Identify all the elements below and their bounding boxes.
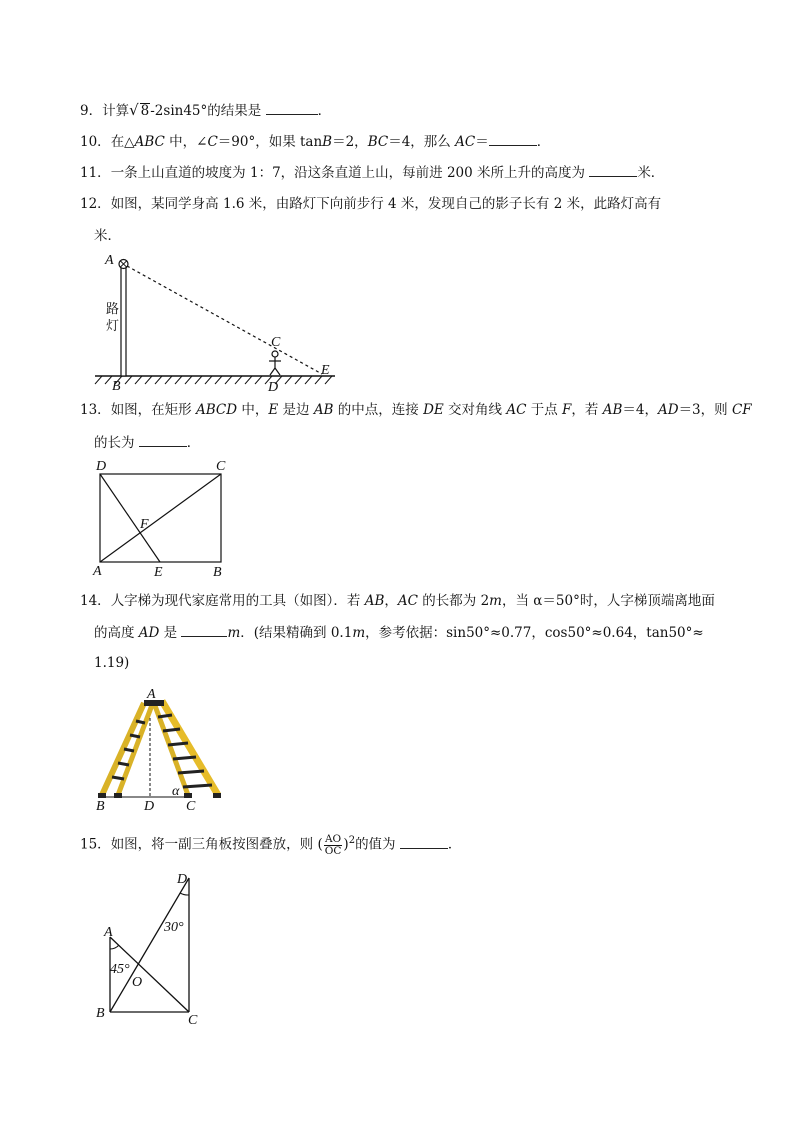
label-alpha: α: [172, 784, 180, 799]
ladder-figure: [92, 683, 242, 815]
label-D: D: [144, 799, 155, 814]
segment-BD: [110, 878, 189, 1012]
light-ray: [127, 266, 322, 374]
label-E: E: [154, 565, 163, 580]
q9-number: 9．: [80, 103, 103, 119]
left-ladder: [102, 703, 152, 795]
question-10: 10．在△ABC 中，∠C＝90°，如果 tanB＝2，BC＝4，那么 AC＝ ．: [80, 131, 550, 152]
question-9: 9．计算√ 8-2sin45°的结果是 ．: [80, 101, 332, 119]
label-C: C: [188, 1013, 198, 1028]
question-14-line3: 1.19): [94, 655, 130, 671]
label-A: A: [104, 925, 113, 940]
q11-answer-blank[interactable]: [589, 162, 637, 177]
label-D: D: [177, 872, 188, 887]
label-C: C: [271, 335, 281, 350]
angle-45-label: 45°: [110, 962, 130, 977]
lamp-label-2: 灯: [106, 319, 120, 334]
q14-answer-blank[interactable]: [181, 622, 227, 637]
label-B: B: [112, 379, 121, 392]
person-icon: [269, 351, 281, 375]
streetlight-figure: [90, 250, 340, 392]
label-A: A: [93, 564, 102, 579]
angle-30-label: 30°: [164, 920, 184, 935]
label-B: B: [213, 565, 222, 580]
rectangle-figure: [88, 456, 238, 584]
q9-text-b: -2sin45°的结果是: [150, 103, 262, 119]
q10-answer-blank[interactable]: [489, 131, 537, 146]
right-ladder: [154, 701, 218, 795]
question-12: 12．如图，某同学身高 1.6 米，由路灯下向前步行 4 米，发现自己的影子长有 2 米，此路灯高有: [80, 196, 662, 212]
label-A: A: [147, 687, 156, 702]
question-13: 13．如图，在矩形 ABCD 中，E 是边 AB 的中点，连接 DE 交对角线 AC 于点 F，若 AB＝4，AD＝3，则 CF: [80, 402, 752, 418]
q15-answer-blank[interactable]: [400, 834, 448, 849]
lamp-pole: [121, 266, 126, 376]
q13-answer-blank[interactable]: [139, 432, 187, 447]
q9-answer-blank[interactable]: [266, 100, 318, 115]
question-14: 14．人字梯为现代家庭常用的工具（如图）．若 AB，AC 的长都为 2m，当 α＝50°时，人字梯顶端离地面: [80, 593, 715, 609]
label-A: A: [105, 253, 114, 268]
label-O: O: [132, 975, 143, 990]
question-13-line2: 的长为 ．: [94, 432, 200, 453]
label-F: F: [140, 517, 149, 532]
question-15: 15．如图，将一副三角板按图叠放，则 ( $\frac{AO}{OC}$ )$^2$的值为 ．: [80, 832, 462, 857]
label-D: D: [96, 459, 107, 474]
lamp-label-1: 路: [106, 302, 120, 317]
diagonal-AC: [100, 474, 221, 562]
label-B: B: [96, 1006, 105, 1021]
label-D: D: [268, 380, 279, 392]
segment-DE: [100, 474, 160, 562]
question-12-line2: 米．: [94, 228, 121, 244]
q9-text-a: 计算: [102, 103, 130, 119]
question-14-line2: 的高度 AD 是 m．(结果精确到 0.1m，参考依据：sin50°≈0.77，cos50°≈0.64，tan50°≈: [94, 622, 704, 643]
set-squares-figure: [92, 866, 212, 1028]
label-B: B: [96, 799, 105, 814]
fraction-AO-OC: $\frac{AO}{OC}$: [324, 832, 342, 857]
label-C: C: [216, 459, 226, 474]
label-E: E: [321, 363, 330, 378]
q9-radicand: 8: [140, 103, 150, 119]
label-C: C: [186, 799, 196, 814]
question-11: 11．一条上山直道的坡度为 1：7，沿这条直道上山，每前进 200 米所上升的高度为 米．: [80, 162, 664, 183]
